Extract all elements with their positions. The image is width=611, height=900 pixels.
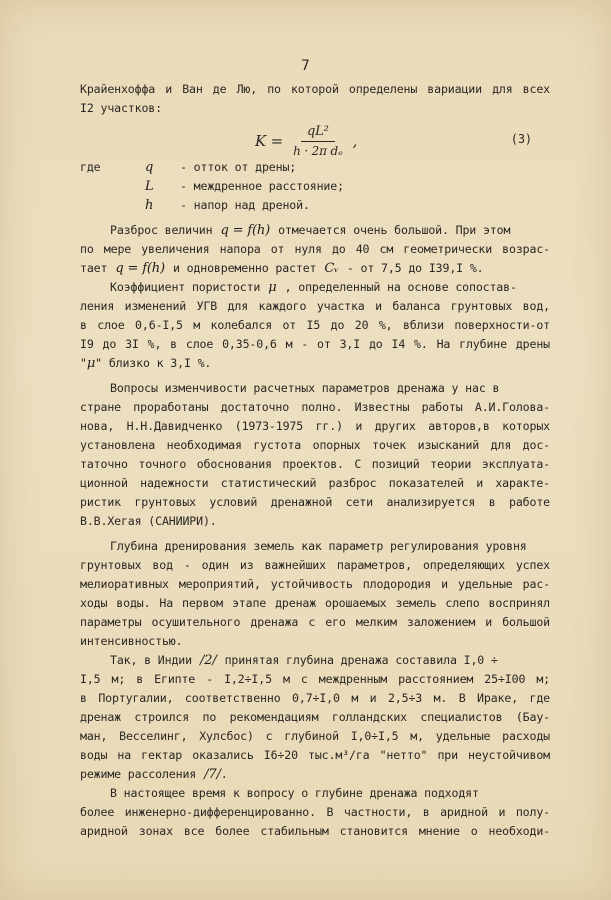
text-line: воды на гектар оказались I6÷20 тыс.м³/га "нетто" при неустойчивом	[80, 748, 550, 762]
definition-row	[80, 196, 550, 215]
text-span: Коэффициент пористости	[110, 280, 261, 294]
reference-mark: /2/	[199, 653, 217, 668]
text-line	[80, 354, 550, 373]
text-span: " близко к 3,I %.	[95, 356, 212, 370]
text-span: и одновременно растет	[172, 261, 317, 275]
handwritten-formula: Cᵥ	[324, 261, 339, 276]
definition-text: - отток от дрены;	[180, 160, 297, 174]
text-line: интенсивностью.	[80, 634, 183, 648]
text-span: - от 7,5 до I39,I %.	[346, 261, 484, 275]
symbol-q: q	[145, 160, 154, 175]
formula	[255, 122, 357, 161]
document-body	[80, 80, 550, 841]
text-line: ления изменений УГВ для каждого участка и баланса грунтовых вод,	[80, 299, 550, 313]
reference-mark: /7/	[204, 767, 221, 782]
text-line	[80, 651, 550, 670]
text-line: I9 до 3I %, в слое 0,35-0,6 м - от 3,I до I4 %. На глубине дрены	[80, 337, 550, 351]
text-line: грунтовых вод - один из важнейших параметров, определяющих успех	[80, 558, 550, 572]
text-line: по мере увеличения напора от нуля до 40 см геометрически возрас-	[80, 242, 550, 256]
definition-row	[80, 177, 550, 196]
definition-text: - напор над дреной.	[180, 198, 310, 212]
symbol-h: h	[145, 198, 154, 213]
text-line: ристик грунтовых условий дренажной сети анализируется в работе	[80, 495, 550, 509]
text-line: I,5 м; в Египте - I,2÷I,5 м с междренным расстоянием 25÷I00 м;	[80, 672, 550, 686]
text-line	[80, 259, 550, 278]
text-line: ходы воды. На первом этапе дренаж орошаемых земель слепо воспринял	[80, 596, 550, 610]
text-line: Крайенхоффа и Ван де Лю, по которой определены вариации для всех	[80, 82, 550, 96]
definition-text: - междренное расстояние;	[180, 179, 344, 193]
equation-number: (3)	[510, 132, 532, 146]
text-span: режиме рассоления	[80, 767, 197, 781]
formula-numerator: qL²	[301, 122, 335, 142]
page-number: 7	[301, 58, 310, 74]
formula-block	[80, 120, 550, 158]
text-line: в Португалии, соответственно 0,7÷I,0 м и 2,5÷3 м. В Ираке, где	[80, 691, 550, 705]
text-span: Разброс величин	[110, 223, 213, 237]
text-line: параметры осушительного дренажа с его мелким заложением и большой	[80, 615, 550, 629]
text-span: .	[220, 767, 228, 781]
text-line	[80, 221, 550, 240]
text-line: ционной надежности статистический разброс показателей и характе-	[80, 476, 550, 490]
text-line: мелиоративных мероприятий, устойчивость плодородия и удельные рас-	[80, 577, 550, 591]
handwritten-formula: q = f(h)	[220, 223, 271, 238]
text-span: , определенный на основе сопостав-	[284, 280, 517, 294]
text-line: в слое 0,6-I,5 м колебался от I5 до 20 %, вблизи поверхности-от	[80, 318, 550, 332]
text-span: тает	[80, 261, 108, 275]
text-line: В.В.Хегая (САНИИРИ).	[80, 514, 217, 528]
text-line: установлена необходимая густота опорных точек изысканий для дос-	[80, 438, 550, 452]
text-span: отмечается очень большой. При этом	[278, 223, 511, 237]
text-line: нова, Н.Н.Давидченко (1973-1975 гг.) и других авторов,в которых	[80, 419, 550, 433]
formula-lhs: K =	[255, 132, 284, 150]
where-label: где	[80, 160, 101, 174]
text-line: таточно точного обоснования проектов. С позиций теории эксплуата-	[80, 457, 550, 471]
text-line: I2 участков:	[80, 101, 162, 115]
text-span: Так, в Индии	[110, 653, 192, 667]
handwritten-formula: q = f(h)	[115, 261, 165, 276]
text-line: Глубина дренирования земель как параметр регулирования уровня	[110, 539, 527, 553]
handwritten-symbol: μ	[86, 356, 96, 371]
text-span: "	[80, 356, 87, 370]
text-line: более инженерно-дифференцированно. В частности, в аридной и полу-	[80, 805, 550, 819]
text-line: дренаж строился по рекомендациям голландских специалистов (Бау-	[80, 710, 550, 724]
text-line: Вопросы изменчивости расчетных параметров дренажа у нас в	[110, 381, 500, 395]
text-line: В настоящее время к вопросу о глубине дренажа подходят	[110, 786, 479, 800]
formula-denominator: h · 2π dₑ	[293, 144, 343, 158]
text-span: принятая глубина дренажа составила I,0 ÷	[224, 653, 498, 667]
text-line	[80, 765, 550, 784]
text-line: стране проработаны достаточно полно. Известны работы А.И.Голова-	[80, 400, 550, 414]
symbol-l: L	[145, 179, 154, 194]
text-line: аридной зонах все более стабильным становится мнение о необходи-	[80, 824, 550, 838]
formula-fraction	[289, 122, 347, 161]
text-line	[80, 278, 550, 297]
text-line: ман, Весселинг, Хулсбос) с глубиной I,0÷I,5 м, удельные расходы	[80, 729, 550, 743]
handwritten-symbol: μ	[268, 280, 277, 295]
formula-tail: ,	[352, 132, 358, 150]
definition-row	[80, 158, 550, 177]
